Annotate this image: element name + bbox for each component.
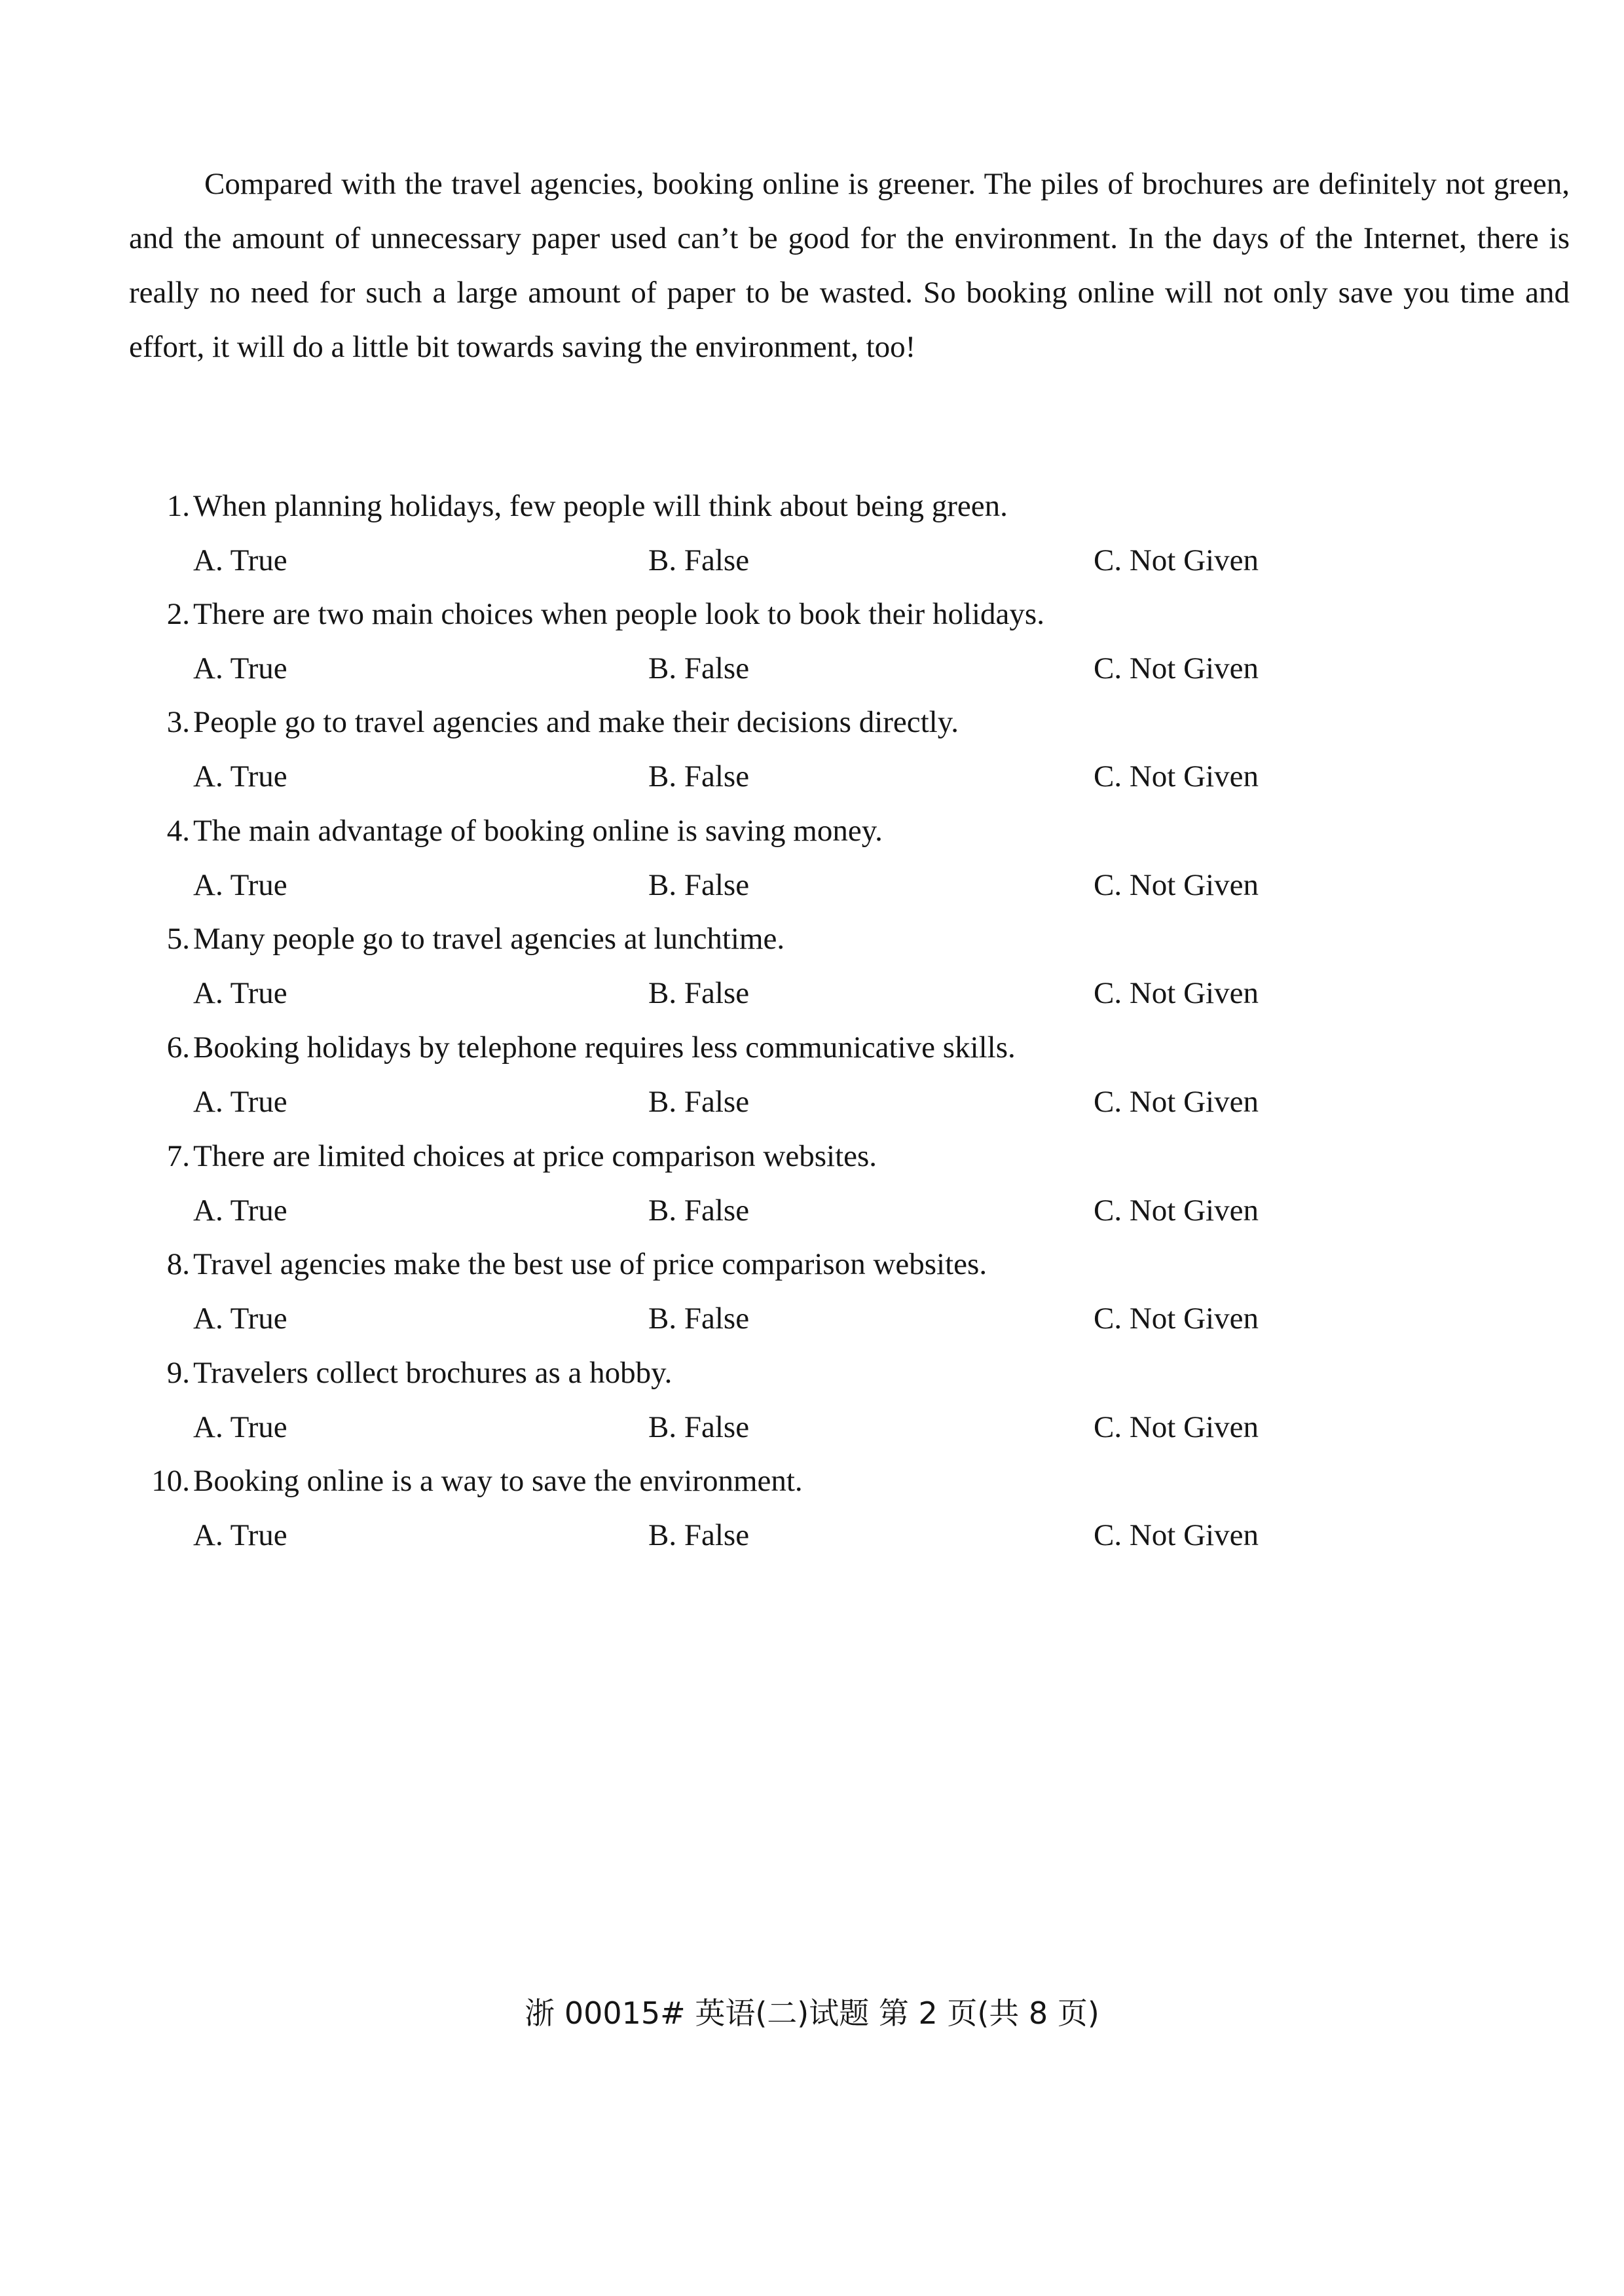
option-a[interactable]: A. True xyxy=(193,1085,287,1119)
question-8 xyxy=(124,1237,1401,1345)
option-c[interactable]: C. Not Given xyxy=(1094,651,1259,685)
question-3 xyxy=(124,695,1401,803)
question-number: 3. xyxy=(166,705,190,739)
question-text: People go to travel agencies and make their decisions directly. xyxy=(193,705,959,739)
option-c[interactable]: C. Not Given xyxy=(1094,1518,1259,1552)
question-number: 2. xyxy=(166,597,190,631)
option-c[interactable]: C. Not Given xyxy=(1094,1194,1259,1228)
question-number: 6. xyxy=(166,1030,190,1065)
option-b[interactable]: B. False xyxy=(648,976,750,1010)
question-number: 10. xyxy=(151,1464,190,1498)
passage-paragraph: Compared with the travel agencies, booking online is greener. The piles of brochures are definitely not green, and the amount of unnecessary paper used can’t be good for the environment. In the days of the Internet, there is really no need for such a large amount of paper to be wasted. So booking online will not only save you time and effort, it will do a little bit towards saving the environment, too! xyxy=(129,167,1570,364)
option-a[interactable]: A. True xyxy=(193,651,287,685)
question-text: Booking online is a way to save the environment. xyxy=(193,1464,803,1498)
question-text: There are two main choices when people look to book their holidays. xyxy=(193,597,1044,631)
question-number: 5. xyxy=(166,922,190,956)
question-4 xyxy=(124,804,1401,912)
reading-passage xyxy=(129,157,1570,374)
option-a[interactable]: A. True xyxy=(193,868,287,902)
option-a[interactable]: A. True xyxy=(193,543,287,577)
question-number: 4. xyxy=(166,814,190,848)
option-c[interactable]: C. Not Given xyxy=(1094,759,1259,793)
question-number: 9. xyxy=(166,1356,190,1390)
question-7 xyxy=(124,1129,1401,1237)
question-text: Travel agencies make the best use of price comparison websites. xyxy=(193,1247,987,1281)
question-text: When planning holidays, few people will think about being green. xyxy=(193,489,1008,523)
option-a[interactable]: A. True xyxy=(193,1410,287,1444)
option-b[interactable]: B. False xyxy=(648,1085,750,1119)
question-text: The main advantage of booking online is saving money. xyxy=(193,814,883,848)
option-a[interactable]: A. True xyxy=(193,759,287,793)
question-5 xyxy=(124,912,1401,1020)
question-9 xyxy=(124,1346,1401,1454)
option-b[interactable]: B. False xyxy=(648,543,750,577)
option-c[interactable]: C. Not Given xyxy=(1094,1410,1259,1444)
question-text: There are limited choices at price comparison websites. xyxy=(193,1139,877,1173)
option-a[interactable]: A. True xyxy=(193,1302,287,1336)
option-b[interactable]: B. False xyxy=(648,1518,750,1552)
option-c[interactable]: C. Not Given xyxy=(1094,1302,1259,1336)
option-b[interactable]: B. False xyxy=(648,1194,750,1228)
option-a[interactable]: A. True xyxy=(193,1194,287,1228)
question-number: 8. xyxy=(166,1247,190,1281)
question-number: 7. xyxy=(166,1139,190,1173)
page-footer: 浙 00015# 英语(二)试题 第 2 页(共 8 页) xyxy=(525,1995,1099,2031)
option-b[interactable]: B. False xyxy=(648,651,750,685)
question-text: Many people go to travel agencies at lunchtime. xyxy=(193,922,785,956)
option-b[interactable]: B. False xyxy=(648,1410,750,1444)
option-b[interactable]: B. False xyxy=(648,759,750,793)
option-b[interactable]: B. False xyxy=(648,868,750,902)
question-text: Booking holidays by telephone requires less communicative skills. xyxy=(193,1030,1016,1065)
question-2 xyxy=(124,587,1401,695)
option-c[interactable]: C. Not Given xyxy=(1094,543,1259,577)
question-number: 1. xyxy=(166,489,190,523)
option-b[interactable]: B. False xyxy=(648,1302,750,1336)
question-10 xyxy=(124,1454,1401,1562)
question-text: Travelers collect brochures as a hobby. xyxy=(193,1356,673,1390)
option-a[interactable]: A. True xyxy=(193,976,287,1010)
option-c[interactable]: C. Not Given xyxy=(1094,976,1259,1010)
question-1 xyxy=(124,479,1401,587)
question-6 xyxy=(124,1021,1401,1129)
option-c[interactable]: C. Not Given xyxy=(1094,868,1259,902)
option-c[interactable]: C. Not Given xyxy=(1094,1085,1259,1119)
option-a[interactable]: A. True xyxy=(193,1518,287,1552)
